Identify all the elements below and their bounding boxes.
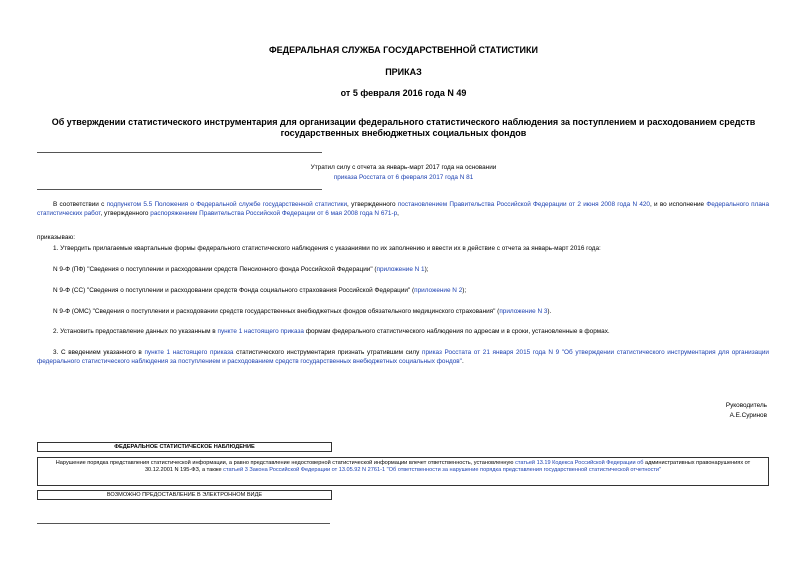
liability-text-1: Нарушение порядка представления статистической информации, а равно представление недостоверной статистической информации влечет ответственность, установленную	[55, 460, 516, 466]
form-pf-text: N 9-Ф (ПФ) "Сведения о поступлении и расходовании средств Пенсионного фонда Российской Федерации" (	[53, 266, 377, 273]
item-3-text-2: статистического инструментария признать утратившим силу	[233, 349, 422, 356]
order-title-line-1: Об утверждении статистического инструментария для организации федерального статистического наблюдения за поступлением и расходованием средств	[51, 117, 756, 127]
form-oms	[53, 307, 769, 316]
liability-link-code[interactable]: статьей 13.19 Кодекса Российской Федерации об	[515, 460, 644, 466]
repeal-note-link-wrap	[0, 173, 807, 182]
repeal-note-link[interactable]: приказа Росстата от 6 февраля 2017 года N 81	[333, 174, 474, 181]
order-title	[0, 117, 807, 139]
item-3-link-point[interactable]: пункте 1 настоящего приказа	[144, 349, 234, 356]
liability-link-law[interactable]: статьей 3 Закона Российской Федерации от 13.05.92 N 2761-1 "Об ответственности за нарушение порядка представления государственной статистической отчетности"	[223, 467, 662, 473]
liability-notice-box	[37, 457, 769, 486]
preamble-text-5: ,	[397, 210, 399, 217]
repeal-note-text: Утратил силу с отчета за январь-март 2017 года на основании	[310, 164, 497, 171]
form-pf	[53, 265, 769, 274]
item-2-text-2: формам федерального статистического наблюдения по адресам и в сроки, установленные в формах.	[303, 328, 610, 335]
agency-heading: ФЕДЕРАЛЬНАЯ СЛУЖБА ГОСУДАРСТВЕННОЙ СТАТИСТИКИ	[269, 45, 538, 55]
item-1: 1. Утвердить прилагаемые квартальные формы федерального статистического наблюдения с указаниями по их заполнению и ввести их в действие с отчета за январь-март 2016 года:	[53, 245, 601, 252]
liability-notice-text	[42, 460, 764, 474]
federal-observation-label: ФЕДЕРАЛЬНОЕ СТАТИСТИЧЕСКОЕ НАБЛЮДЕНИЕ	[114, 444, 255, 450]
preamble-text-1: В соответствии с	[53, 201, 107, 208]
electronic-submission-box	[37, 490, 332, 500]
date-number-heading: от 5 февраля 2016 года N 49	[340, 88, 467, 98]
form-ss-link[interactable]: приложение N 2	[414, 287, 463, 294]
item-2-text-1: 2. Установить предоставление данных по указанным в	[53, 328, 218, 335]
form-oms-tail: ).	[547, 308, 552, 315]
form-pf-tail: );	[424, 266, 429, 273]
signature-name: А.Е.Суринов	[729, 412, 767, 419]
item-2-link[interactable]: пункте 1 настоящего приказа	[217, 328, 304, 335]
preamble-paragraph	[37, 200, 769, 218]
order-word: приказываю:	[37, 234, 75, 241]
item-3-link-order[interactable]: приказ Росстата от 21 января 2015 года N 9 "Об утверждении статистического инструментария для организации федерального статистического наблюдения за поступлением и расходованием средств государственных внебюджетных социальных фондов"	[37, 349, 769, 365]
preamble-link-decree[interactable]: распоряжением Правительства Российской Федерации от 6 мая 2008 года N 671-р	[150, 210, 398, 217]
divider-bottom	[37, 189, 322, 190]
form-ss	[53, 286, 769, 295]
preamble-link-regulation[interactable]: подпунктом 5.5 Положения о Федеральной службе государственной статистики	[106, 201, 348, 208]
item-3-text-1: 3. С введением указанного в	[53, 349, 145, 356]
electronic-submission-label: ВОЗМОЖНО ПРЕДОСТАВЛЕНИЕ В ЭЛЕКТРОННОМ ВИДЕ	[106, 492, 263, 498]
signature-role: Руководитель	[725, 402, 767, 409]
order-title-line-2: государственных внебюджетных социальных фондов	[280, 128, 527, 138]
form-pf-link[interactable]: приложение N 1	[376, 266, 425, 273]
preamble-link-resolution[interactable]: постановлением Правительства Российской Федерации от 2 июня 2008 года N 420	[397, 201, 650, 208]
bottom-divider	[37, 523, 330, 524]
form-oms-link[interactable]: приложение N 3	[499, 308, 548, 315]
preamble-text-2: , утвержденного	[347, 201, 398, 208]
preamble-link-plan[interactable]: Федерального плана статистических работ	[37, 201, 770, 217]
federal-observation-box	[37, 442, 332, 452]
item-3	[37, 348, 769, 366]
divider-top	[37, 152, 322, 153]
preamble-text-3: , и во исполнение	[649, 201, 707, 208]
preamble-text-4: , утвержденного	[100, 210, 151, 217]
form-ss-text: N 9-Ф (СС) "Сведения о поступлении и расходовании средств Фонда социального страхования Российской Федерации" (	[53, 287, 415, 294]
item-3-text-3: .	[461, 358, 464, 365]
form-oms-text: N 9-Ф (ОМС) "Сведения о поступлении и расходовании средств государственных внебюджетных фондов обязательного медицинского страхования" (	[53, 308, 500, 315]
form-ss-tail: );	[462, 287, 467, 294]
doc-type-heading: ПРИКАЗ	[385, 67, 422, 77]
liability-text-2: административных правонарушениях от 30.12.2001 N 195-ФЗ, а также	[144, 460, 751, 473]
item-2	[53, 327, 769, 336]
